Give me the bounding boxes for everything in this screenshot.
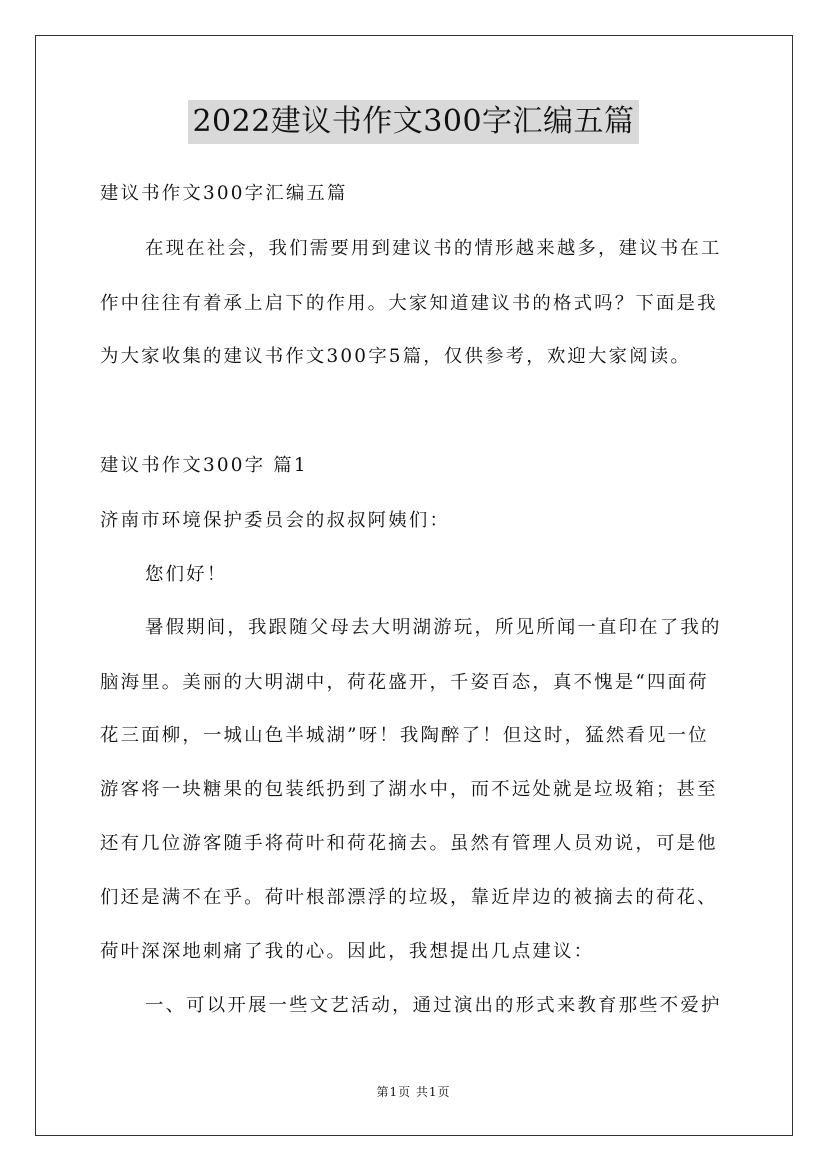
- greeting-line: 您们好！: [145, 564, 228, 585]
- paragraph-line: 为大家收集的建议书作文300字5篇，仅供参考，欢迎大家阅读。: [100, 346, 691, 367]
- paragraph-line: 游客将一块糖果的包装纸扔到了湖水中，而不远处就是垃圾箱；甚至: [100, 779, 718, 800]
- paragraph-line: 花三面柳，一城山色半城湖”呀！我陶醉了！但这时，猛然看见一位: [100, 725, 709, 746]
- paragraph-line: 在现在社会，我们需要用到建议书的情形越来越多，建议书在工: [145, 238, 722, 259]
- title-container: [0, 100, 827, 144]
- subtitle-line: 建议书作文300字汇编五篇: [100, 183, 348, 204]
- paragraph-line: 们还是满不在乎。荷叶根部漂浮的垃圾，靠近岸边的被摘去的荷花、: [100, 887, 718, 908]
- paragraph-line: 还有几位游客随手将荷叶和荷花摘去。虽然有管理人员劝说，可是他: [100, 833, 718, 854]
- paragraph-line: 暑假期间，我跟随父母去大明湖游玩，所见所闻一直印在了我的: [145, 617, 722, 638]
- paragraph-line: 荷叶深深地刺痛了我的心。因此，我想提出几点建议：: [100, 941, 595, 962]
- salutation-line: 济南市环境保护委员会的叔叔阿姨们：: [100, 510, 451, 531]
- paragraph-line: 一、可以开展一些文艺活动，通过演出的形式来教育那些不爱护: [145, 995, 722, 1016]
- section-heading: 建议书作文300字 篇1: [100, 455, 308, 476]
- paragraph-line: 作中往往有着承上启下的作用。大家知道建议书的格式吗？下面是我: [100, 293, 718, 314]
- document-title: 2022建议书作文300字汇编五篇: [188, 100, 638, 144]
- paragraph-line: 脑海里。美丽的大明湖中，荷花盛开，千姿百态，真不愧是“四面荷: [100, 672, 709, 693]
- page-footer: 第1页 共1页: [376, 1085, 451, 1099]
